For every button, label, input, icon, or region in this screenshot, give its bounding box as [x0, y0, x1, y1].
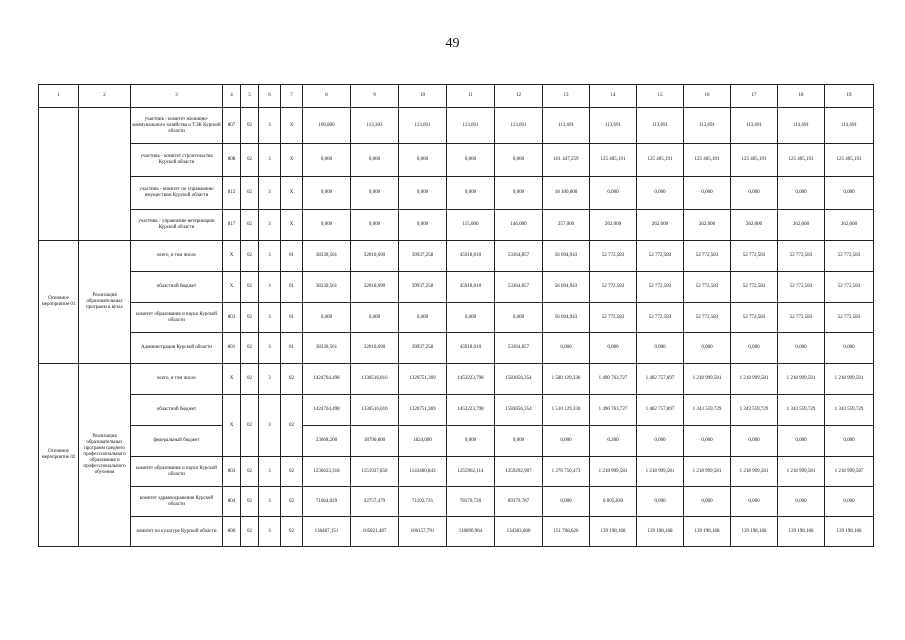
section-code-cell: 02 [241, 457, 259, 487]
value-cell: 0,000 [684, 333, 731, 364]
table-row [39, 364, 874, 395]
participant-cell: областной бюджет [131, 272, 223, 303]
value-cell: 139 198,168 [778, 517, 825, 547]
value-cell: 125 405,191 [731, 144, 778, 177]
grbs-code-cell: 817 [223, 210, 241, 241]
table-row [39, 241, 874, 272]
value-cell: 32010,690 [351, 333, 399, 364]
value-cell: 1 343 559,729 [825, 395, 874, 426]
page-number: 49 [445, 36, 460, 51]
value-cell: 39937,258 [399, 241, 447, 272]
header-row [39, 85, 874, 108]
participant-cell: федеральный бюджет [131, 426, 223, 457]
value-cell: 1255962,114 [447, 457, 495, 487]
value-cell: 0,000 [495, 426, 543, 457]
value-cell: 0,000 [447, 426, 495, 457]
value-cell: 0,000 [778, 333, 825, 364]
value-cell: 125 405,191 [825, 144, 874, 177]
value-cell: 32010,690 [351, 272, 399, 303]
event-code-cell: 01 [281, 303, 303, 333]
budget-table [38, 84, 874, 547]
program-code-cell: 3 [259, 487, 281, 517]
value-cell: 0,000 [778, 177, 825, 210]
value-cell: 1583056,354 [495, 395, 543, 426]
grbs-code-cell: 807 [223, 108, 241, 144]
value-cell: 1 343 559,729 [731, 395, 778, 426]
column-header: 9 [351, 85, 399, 108]
column-header: 19 [825, 85, 874, 108]
value-cell: 0,000 [590, 177, 637, 210]
event-description-cell [79, 108, 131, 241]
event-title-cell [39, 108, 79, 241]
value-cell: 45918,010 [447, 333, 495, 364]
column-header: 7 [281, 85, 303, 108]
value-cell: 52 772,583 [778, 303, 825, 333]
value-cell: 1 218 999,581 [778, 457, 825, 487]
value-cell: 1 218 999,581 [684, 457, 731, 487]
column-header: 18 [778, 85, 825, 108]
value-cell: 45918,010 [447, 272, 495, 303]
event-code-cell: 02 [281, 395, 303, 457]
event-code-cell: X [281, 108, 303, 144]
value-cell: 113,691 [590, 108, 637, 144]
value-cell: 0,000 [447, 303, 495, 333]
program-code-cell: 3 [259, 303, 281, 333]
value-cell: 0,000 [731, 487, 778, 517]
participant-cell: комитет образования и науки Курской области [131, 303, 223, 333]
participant-cell: областной бюджет [131, 395, 223, 426]
value-cell: 1 218 999,587 [825, 457, 874, 487]
value-cell: 1143400,843 [399, 457, 447, 487]
table-row [39, 457, 874, 487]
value-cell: 139 198,168 [731, 517, 778, 547]
participant-cell: Администрация Курской области [131, 333, 223, 364]
value-cell: 106157,791 [399, 517, 447, 547]
participant-cell: всего, в том числе [131, 241, 223, 272]
value-cell: 0,000 [731, 426, 778, 457]
participant-cell: комитет по культуре Курской области [131, 517, 223, 547]
event-title-cell: Основное мероприятие 02 [39, 364, 79, 547]
value-cell: 8 005,830 [590, 487, 637, 517]
value-cell: 113,691 [684, 108, 731, 144]
value-cell: 52 772,583 [637, 303, 684, 333]
column-header: 8 [303, 85, 351, 108]
value-cell: 71192,735 [399, 487, 447, 517]
value-cell: 161 447,259 [543, 144, 590, 177]
value-cell: 0,000 [825, 487, 874, 517]
program-code-cell: 3 [259, 395, 281, 457]
value-cell: 52 772,583 [590, 272, 637, 303]
value-cell: 89379,787 [495, 487, 543, 517]
value-cell: 52 772,583 [590, 303, 637, 333]
value-cell: 52 772,583 [731, 303, 778, 333]
grbs-code-cell: X [223, 364, 241, 395]
grbs-code-cell: 803 [223, 457, 241, 487]
value-cell: 113,303 [351, 108, 399, 144]
event-code-cell: X [281, 210, 303, 241]
value-cell: 0,000 [351, 303, 399, 333]
value-cell: 0,000 [447, 177, 495, 210]
column-header: 11 [447, 85, 495, 108]
value-cell: 0,000 [303, 210, 351, 241]
value-cell: 1 218 999,581 [825, 364, 874, 395]
value-cell: 52 772,583 [825, 272, 874, 303]
value-cell: 262,000 [778, 210, 825, 241]
participant-cell: участник - комитет жилищно-коммунального хозяйства и ТЭК Курской области [131, 108, 223, 144]
section-code-cell: 02 [241, 241, 259, 272]
value-cell: 0,000 [637, 177, 684, 210]
value-cell: 32010,690 [351, 241, 399, 272]
value-cell: 0,200 [590, 426, 637, 457]
event-code-cell: 02 [281, 487, 303, 517]
value-cell: 0,000 [825, 426, 874, 457]
program-code-cell: 3 [259, 108, 281, 144]
value-cell: 125 405,191 [637, 144, 684, 177]
value-cell: 39937,258 [399, 333, 447, 364]
program-code-cell: 3 [259, 177, 281, 210]
event-description-cell: Реализация образовательных программ среднего профессионального образования и профессионального обучения [79, 364, 131, 547]
value-cell: 52 772,583 [637, 241, 684, 272]
value-cell: 1 490 763,727 [590, 364, 637, 395]
program-code-cell: 3 [259, 144, 281, 177]
section-code-cell: 02 [241, 272, 259, 303]
value-cell: 136467,151 [303, 517, 351, 547]
value-cell: 56 694,943 [543, 272, 590, 303]
column-header: 1 [39, 85, 79, 108]
event-code-cell: 01 [281, 241, 303, 272]
value-cell: 1 218 999,581 [731, 364, 778, 395]
value-cell: 0,000 [399, 303, 447, 333]
value-cell: 1 490 763,727 [590, 395, 637, 426]
value-cell: 52 772,583 [637, 272, 684, 303]
column-header: 4 [223, 85, 241, 108]
value-cell: 1359292,907 [495, 457, 543, 487]
section-code-cell: 02 [241, 177, 259, 210]
value-cell: 1583056,354 [495, 364, 543, 395]
value-cell: 0,000 [399, 177, 447, 210]
participant-cell: участник - комитет по управлению имуществом Курской области [131, 177, 223, 210]
column-header: 14 [590, 85, 637, 108]
value-cell: 39937,258 [399, 272, 447, 303]
section-code-cell: 02 [241, 108, 259, 144]
value-cell: 0,000 [303, 144, 351, 177]
value-cell: 38330,561 [303, 333, 351, 364]
value-cell: 1453223,798 [447, 395, 495, 426]
value-cell: 125 405,191 [590, 144, 637, 177]
value-cell: 1453223,798 [447, 364, 495, 395]
value-cell: 0,000 [543, 333, 590, 364]
grbs-code-cell: 801 [223, 333, 241, 364]
value-cell: 0,000 [637, 426, 684, 457]
value-cell: 52 772,583 [731, 241, 778, 272]
value-cell: 1 343 559,729 [778, 395, 825, 426]
value-cell: 56 694,943 [543, 241, 590, 272]
value-cell: 1 482 757,897 [637, 364, 684, 395]
value-cell: 0,000 [684, 426, 731, 457]
event-code-cell: 02 [281, 364, 303, 395]
column-header: 5 [241, 85, 259, 108]
value-cell: 1 218 999,581 [590, 457, 637, 487]
grbs-code-cell: 803 [223, 303, 241, 333]
grbs-code-cell: X [223, 241, 241, 272]
value-cell: 1 218 999,581 [731, 457, 778, 487]
value-cell: 53364,857 [495, 241, 543, 272]
column-header: 2 [79, 85, 131, 108]
participant-cell: участник - управление ветеринарии Курской области [131, 210, 223, 241]
value-cell: 52 772,583 [778, 241, 825, 272]
column-header: 17 [731, 85, 778, 108]
event-code-cell: 02 [281, 457, 303, 487]
value-cell: 18 100,000 [543, 177, 590, 210]
value-cell: 0,000 [778, 426, 825, 457]
table-row [39, 108, 874, 144]
table-row [39, 487, 874, 517]
program-code-cell: 3 [259, 364, 281, 395]
value-cell: 115,000 [447, 210, 495, 241]
value-cell: 0,000 [447, 144, 495, 177]
value-cell: 1 218 999,581 [778, 364, 825, 395]
value-cell: 139 198,168 [825, 517, 874, 547]
value-cell: 113,691 [825, 108, 874, 144]
table-row [39, 272, 874, 303]
value-cell: 38330,561 [303, 272, 351, 303]
participant-cell: комитет здравоохранения Курской области [131, 487, 223, 517]
value-cell: 113,691 [447, 108, 495, 144]
event-title-cell: Основное мероприятие 01 [39, 241, 79, 364]
value-cell: 0,000 [351, 177, 399, 210]
value-cell: 52 772,583 [684, 241, 731, 272]
value-cell: 1151937,850 [351, 457, 399, 487]
value-cell: 0,000 [637, 487, 684, 517]
value-cell: 0,000 [399, 144, 447, 177]
grbs-code-cell: 812 [223, 177, 241, 210]
section-code-cell: 02 [241, 517, 259, 547]
value-cell: 1424764,498 [303, 395, 351, 426]
value-cell: 52 772,583 [684, 272, 731, 303]
value-cell: 0,000 [303, 177, 351, 210]
value-cell: 262,000 [637, 210, 684, 241]
value-cell: 113,691 [731, 108, 778, 144]
value-cell: 0,000 [543, 426, 590, 457]
value-cell: 113,691 [495, 108, 543, 144]
value-cell: 0,000 [495, 303, 543, 333]
value-cell: 160,800 [303, 108, 351, 144]
value-cell: 38330,561 [303, 241, 351, 272]
grbs-code-cell: X [223, 272, 241, 303]
value-cell: 105821,487 [351, 517, 399, 547]
program-code-cell: 3 [259, 210, 281, 241]
value-cell: 1 510 129,336 [543, 395, 590, 426]
value-cell: 53364,857 [495, 272, 543, 303]
value-cell: 113,691 [637, 108, 684, 144]
table-row [39, 395, 874, 426]
value-cell: 52 772,583 [731, 272, 778, 303]
value-cell: 18790,800 [351, 426, 399, 457]
value-cell: 0,000 [778, 487, 825, 517]
value-cell: 1 270 750,473 [543, 457, 590, 487]
value-cell: 22757,479 [351, 487, 399, 517]
value-cell: 1 218 999,581 [637, 457, 684, 487]
table-row [39, 517, 874, 547]
value-cell: 134383,660 [495, 517, 543, 547]
section-code-cell: 02 [241, 303, 259, 333]
value-cell: 0,000 [495, 177, 543, 210]
value-cell: 0,000 [351, 144, 399, 177]
column-header: 15 [637, 85, 684, 108]
value-cell: 262,000 [684, 210, 731, 241]
value-cell: 1 580 129,336 [543, 364, 590, 395]
value-cell: 1824,000 [399, 426, 447, 457]
value-cell: 52 772,583 [825, 303, 874, 333]
value-cell: 113,691 [399, 108, 447, 144]
value-cell: 262,000 [825, 210, 874, 241]
value-cell: 139 198,168 [590, 517, 637, 547]
value-cell: 257,000 [543, 210, 590, 241]
value-cell: 125 405,191 [684, 144, 731, 177]
program-code-cell: 3 [259, 333, 281, 364]
column-header: 6 [259, 85, 281, 108]
section-code-cell: 02 [241, 333, 259, 364]
value-cell: 0,000 [637, 333, 684, 364]
grbs-code-cell: 804 [223, 487, 241, 517]
value-cell: 53364,857 [495, 333, 543, 364]
column-header: 3 [131, 85, 223, 108]
value-cell: 71664,029 [303, 487, 351, 517]
value-cell: 1424764,498 [303, 364, 351, 395]
value-cell: 1330516,816 [351, 395, 399, 426]
event-code-cell: 02 [281, 517, 303, 547]
value-cell: 125 405,191 [778, 144, 825, 177]
program-code-cell: 3 [259, 241, 281, 272]
value-cell: 1330516,816 [351, 364, 399, 395]
value-cell: 0,000 [303, 303, 351, 333]
participant-cell: комитет образования и науки Курской области [131, 457, 223, 487]
value-cell: 1320751,369 [399, 395, 447, 426]
grbs-code-cell: 806 [223, 517, 241, 547]
value-cell: 1 218 999,581 [684, 364, 731, 395]
event-code-cell: X [281, 144, 303, 177]
event-description-cell: Реализация образовательных программ в вузах [79, 241, 131, 364]
value-cell: 78370,720 [447, 487, 495, 517]
value-cell: 0,000 [825, 333, 874, 364]
table-row [39, 333, 874, 364]
value-cell: 52 772,583 [590, 241, 637, 272]
value-cell: 56 694,943 [543, 303, 590, 333]
column-header: 13 [543, 85, 590, 108]
table-row [39, 177, 874, 210]
program-code-cell: 3 [259, 272, 281, 303]
column-header: 16 [684, 85, 731, 108]
value-cell: 0,000 [351, 210, 399, 241]
value-cell: 139 198,168 [684, 517, 731, 547]
value-cell: 146,000 [495, 210, 543, 241]
participant-cell: участник - комитет строительства Курской области [131, 144, 223, 177]
participant-cell: всего, в том числе [131, 364, 223, 395]
section-code-cell: 02 [241, 210, 259, 241]
value-cell: 52 772,583 [684, 303, 731, 333]
program-code-cell: 3 [259, 517, 281, 547]
value-cell: 113,691 [543, 108, 590, 144]
value-cell: 52 772,583 [778, 272, 825, 303]
value-cell: 113,691 [778, 108, 825, 144]
section-code-cell: 02 [241, 364, 259, 395]
value-cell: 262,000 [590, 210, 637, 241]
value-cell: 0,000 [543, 487, 590, 517]
table-row [39, 144, 874, 177]
value-cell: 118890,964 [447, 517, 495, 547]
value-cell: 0,000 [684, 177, 731, 210]
section-code-cell: 02 [241, 395, 259, 457]
value-cell: 0,000 [684, 487, 731, 517]
value-cell: 139 198,168 [637, 517, 684, 547]
value-cell: 0,000 [825, 177, 874, 210]
value-cell: 1 343 559,729 [684, 395, 731, 426]
value-cell: 52 772,583 [825, 241, 874, 272]
value-cell: 0,000 [495, 144, 543, 177]
event-code-cell: X [281, 177, 303, 210]
value-cell: 0,000 [731, 177, 778, 210]
value-cell: 1 482 757,897 [637, 395, 684, 426]
value-cell: 1320751,369 [399, 364, 447, 395]
table-row [39, 426, 874, 457]
section-code-cell: 02 [241, 144, 259, 177]
table-row [39, 210, 874, 241]
value-cell: 1236633,318 [303, 457, 351, 487]
column-header: 10 [399, 85, 447, 108]
event-code-cell: 01 [281, 272, 303, 303]
grbs-code-cell: X [223, 395, 241, 457]
value-cell: 0,000 [731, 333, 778, 364]
event-code-cell: 01 [281, 333, 303, 364]
value-cell: 262,000 [731, 210, 778, 241]
value-cell: 23068,200 [303, 426, 351, 457]
table-row [39, 303, 874, 333]
column-header: 12 [495, 85, 543, 108]
grbs-code-cell: 808 [223, 144, 241, 177]
value-cell: 0,000 [590, 333, 637, 364]
value-cell: 151 708,626 [543, 517, 590, 547]
value-cell: 0,000 [399, 210, 447, 241]
program-code-cell: 3 [259, 457, 281, 487]
value-cell: 45918,010 [447, 241, 495, 272]
section-code-cell: 02 [241, 487, 259, 517]
